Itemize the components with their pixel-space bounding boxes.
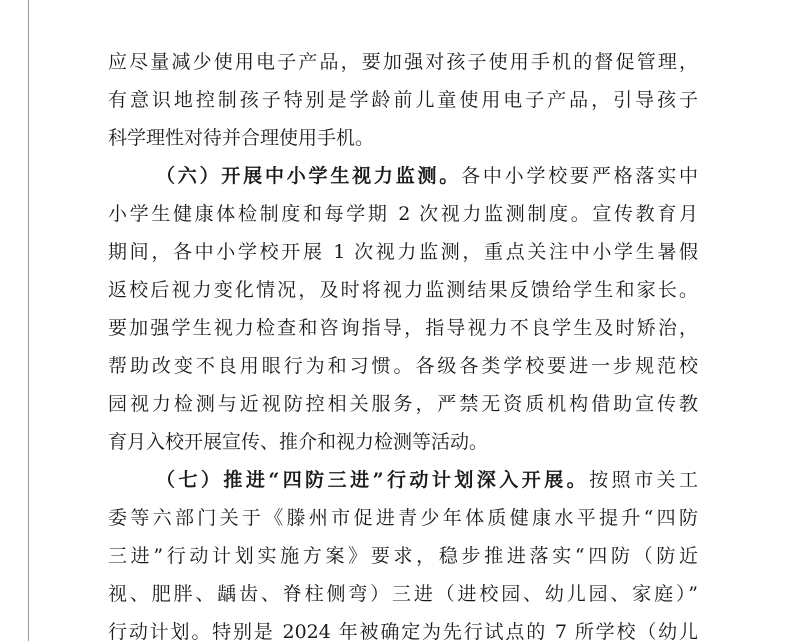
page-margin-rule bbox=[28, 0, 29, 641]
section-7-continuation: 按照市关工 bbox=[589, 469, 698, 491]
document-body bbox=[108, 43, 698, 641]
section-7-heading: （七）推进“四防三进”行动计划深入开展。 bbox=[156, 469, 590, 491]
paragraph-line: 育月入校开展宣传、推介和视力检测等活动。 bbox=[108, 431, 489, 453]
paragraph-line: 行动计划。特别是 2024 年被确定为先行试点的 7 所学校（幼儿 bbox=[108, 621, 698, 641]
paragraph-line: 期间，各中小学校开展 1 次视力监测，重点关注中小学生暑假 bbox=[108, 241, 698, 263]
paragraph-line: 要加强学生视力检查和咨询指导，指导视力不良学生及时矫治， bbox=[108, 317, 698, 339]
paragraph-line: 小学生健康体检制度和每学期 2 次视力监测制度。宣传教育月 bbox=[108, 203, 698, 225]
paragraph-line: 帮助改变不良用眼行为和习惯。各级各类学校要进一步规范校 bbox=[108, 355, 698, 377]
paragraph-line: 三进”行动计划实施方案》要求，稳步推进落实“四防（防近 bbox=[108, 545, 698, 567]
section-7-first-line bbox=[108, 461, 698, 499]
paragraph-line: 视、肥胖、龋齿、脊柱侧弯）三进（进校园、幼儿园、家庭）” bbox=[108, 583, 698, 605]
section-6-heading: （六）开展中小学生视力监测。 bbox=[156, 165, 462, 187]
section-6-continuation: 各中小学校要严格落实中 bbox=[461, 165, 698, 187]
paragraph-line: 返校后视力变化情况，及时将视力监测结果反馈给学生和家长。 bbox=[108, 279, 698, 301]
paragraph-line: 应尽量减少使用电子产品，要加强对孩子使用手机的督促管理， bbox=[108, 51, 698, 73]
section-6-first-line bbox=[108, 157, 698, 195]
paragraph-line: 园视力检测与近视防控相关服务，严禁无资质机构借助宣传教 bbox=[108, 393, 698, 415]
paragraph-line: 有意识地控制孩子特别是学龄前儿童使用电子产品，引导孩子 bbox=[108, 89, 698, 111]
paragraph-line: 委等六部门关于《滕州市促进青少年体质健康水平提升“四防 bbox=[108, 507, 698, 529]
paragraph-line: 科学理性对待并合理使用手机。 bbox=[108, 127, 375, 149]
